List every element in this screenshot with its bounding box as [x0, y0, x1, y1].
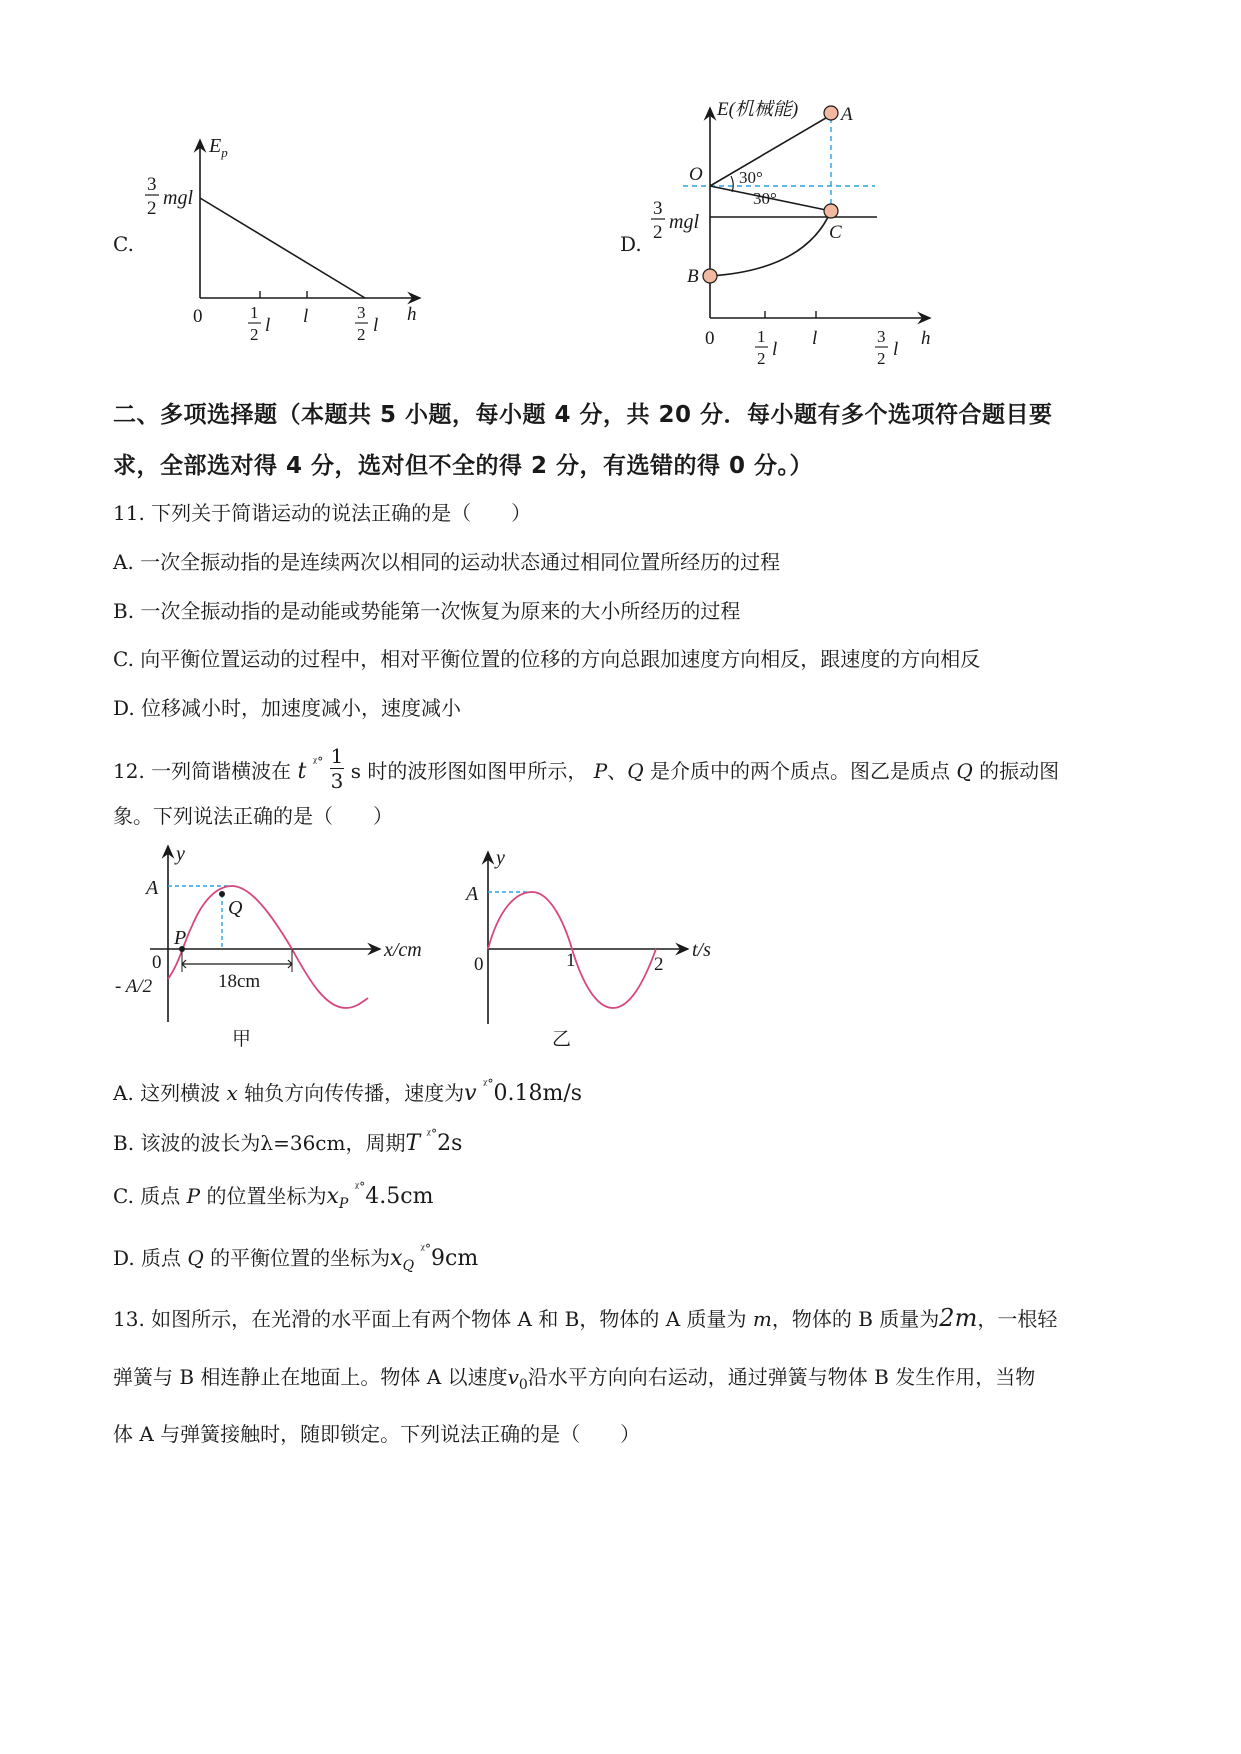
- yi-tick-1: 1: [566, 950, 576, 971]
- option-d-letter: D.: [620, 232, 642, 256]
- q12-stem-line1: 12. 一列简谐横波在 t $^{ᵡ^\circ}$ $\frac{1}{3}$ s 时的波形图如图甲所示， P、Q 是介质中的两个质点。图乙是质点 Q 的振动图: [113, 744, 1060, 793]
- jia-neg-half-amp: - A/2: [115, 976, 153, 997]
- jia-distance: 18cm: [218, 971, 261, 992]
- q13-line1: 13. 如图所示，在光滑的水平面上有两个物体 A 和 B，物体的 A 质量为 m，物体的 B 质量为2m，一根轻: [113, 1304, 1058, 1332]
- q11-option-c: C. 向平衡位置运动的过程中，相对平衡位置的位移的方向总跟加速度方向相反，跟速度的方向相反: [113, 647, 981, 671]
- q13-line3: 体 A 与弹簧接触时，随即锁定。下列说法正确的是（ ）: [113, 1422, 641, 1446]
- d-tick-three-half-unit: l: [893, 339, 899, 360]
- c-tick-half-unit: l: [265, 315, 271, 336]
- q12-option-b: B. 该波的波长为λ=36cm，周期T $^{ᵡ^\circ}$2s: [113, 1127, 463, 1156]
- c-tick-l: l: [303, 306, 309, 327]
- yi-amp-label: A: [466, 883, 479, 905]
- d-angle-1: 30°: [739, 168, 763, 187]
- d-origin: 0: [705, 328, 715, 349]
- d-label-b: B: [687, 266, 699, 287]
- d-y-value-num: 3: [653, 198, 663, 219]
- jia-point-q: [219, 891, 225, 897]
- yi-x-label: t/s: [692, 939, 711, 961]
- c-tick-three-half-unit: l: [373, 315, 379, 336]
- figure-d-mechanical-energy-graph: [645, 100, 965, 380]
- d-x-label: h: [921, 328, 931, 349]
- c-tick-half-num: 1: [250, 303, 259, 322]
- q11-option-d: D. 位移减小时，加速度减小，速度减小: [113, 696, 462, 720]
- jia-amp-label: A: [146, 877, 159, 899]
- c-y-value-num: 3: [147, 174, 157, 195]
- d-point-a-marker: [824, 106, 838, 120]
- d-y-value-unit: mgl: [669, 211, 699, 233]
- q13-line2: 弹簧与 B 相连静止在地面上。物体 A 以速度$v_0$沿水平方向向右运动，通过弹簧与物体 B 发生作用，当物: [113, 1365, 1036, 1393]
- yi-y-label: y: [496, 847, 505, 869]
- d-tick-half-den: 2: [757, 349, 766, 368]
- jia-caption: 甲: [232, 1029, 252, 1050]
- jia-origin: 0: [152, 952, 162, 973]
- d-angle-2: 30°: [753, 189, 777, 208]
- jia-q-label: Q: [228, 897, 243, 919]
- c-tick-three-half-num: 3: [357, 303, 366, 322]
- section2-heading-line1: 二、多项选择题（本题共 5 小题，每小题 4 分，共 20 分．每小题有多个选项符合题目要: [113, 402, 1053, 428]
- d-point-c-marker: [824, 204, 838, 218]
- c-origin: 0: [193, 306, 203, 327]
- d-point-b-marker: [703, 269, 717, 283]
- d-tick-three-half-den: 2: [877, 349, 886, 368]
- figure-c-energy-graph: [135, 130, 465, 360]
- q12-option-a: A. 这列横波 x 轴负方向传传播，速度为v $^{ᵡ^\circ}$0.18m/s: [113, 1077, 583, 1106]
- yi-origin: 0: [474, 954, 484, 975]
- d-label-o: O: [689, 164, 703, 185]
- d-label-a: A: [841, 104, 853, 125]
- d-curve-bc: [710, 211, 831, 276]
- figure-jia-wave-graph: [110, 842, 440, 1052]
- d-tick-half-unit: l: [772, 339, 778, 360]
- section2-heading-line2: 求，全部选对得 4 分，选对但不全的得 2 分，有选错的得 0 分。）: [113, 453, 814, 479]
- jia-x-label: x/cm: [384, 939, 422, 961]
- q11-option-a: A. 一次全振动指的是连续两次以相同的运动状态通过相同位置所经历的过程: [113, 550, 781, 574]
- c-y-label: $E_p$: [209, 135, 228, 160]
- jia-y-label: y: [176, 843, 185, 865]
- c-y-value-den: 2: [147, 198, 157, 219]
- jia-p-label: P: [174, 927, 187, 949]
- jia-wave-curve: [168, 886, 368, 1008]
- yi-tick-2: 2: [654, 954, 664, 975]
- d-line-oa: [710, 115, 831, 186]
- yi-caption: 乙: [552, 1029, 572, 1050]
- d-y-label: E(机械能): [717, 100, 799, 120]
- d-y-value-den: 2: [653, 222, 663, 243]
- option-c-letter: C.: [113, 232, 134, 256]
- c-tick-three-half-den: 2: [357, 325, 366, 344]
- d-tick-three-half-num: 3: [877, 327, 886, 346]
- d-tick-half-num: 1: [757, 327, 766, 346]
- c-tick-half-den: 2: [250, 325, 259, 344]
- q12-option-d: D. 质点 Q 的平衡位置的坐标为$x_Q$ $^{ᵡ^\circ}$9cm: [113, 1242, 479, 1274]
- q12-stem-line2: 象。下列说法正确的是（ ）: [113, 804, 393, 828]
- q11-stem: 11. 下列关于简谐运动的说法正确的是（ ）: [113, 501, 532, 525]
- d-tick-l: l: [812, 328, 818, 349]
- q11-option-b: B. 一次全振动指的是动能或势能第一次恢复为原来的大小所经历的过程: [113, 599, 741, 623]
- c-energy-line: [200, 198, 365, 298]
- d-label-c: C: [829, 222, 842, 243]
- c-x-label: h: [407, 304, 417, 325]
- c-y-value-unit: mgl: [163, 187, 193, 209]
- figure-yi-vibration-graph: [458, 842, 728, 1052]
- q12-option-c: C. 质点 P 的位置坐标为$x_P$ $^{ᵡ^\circ}$4.5cm: [113, 1180, 434, 1212]
